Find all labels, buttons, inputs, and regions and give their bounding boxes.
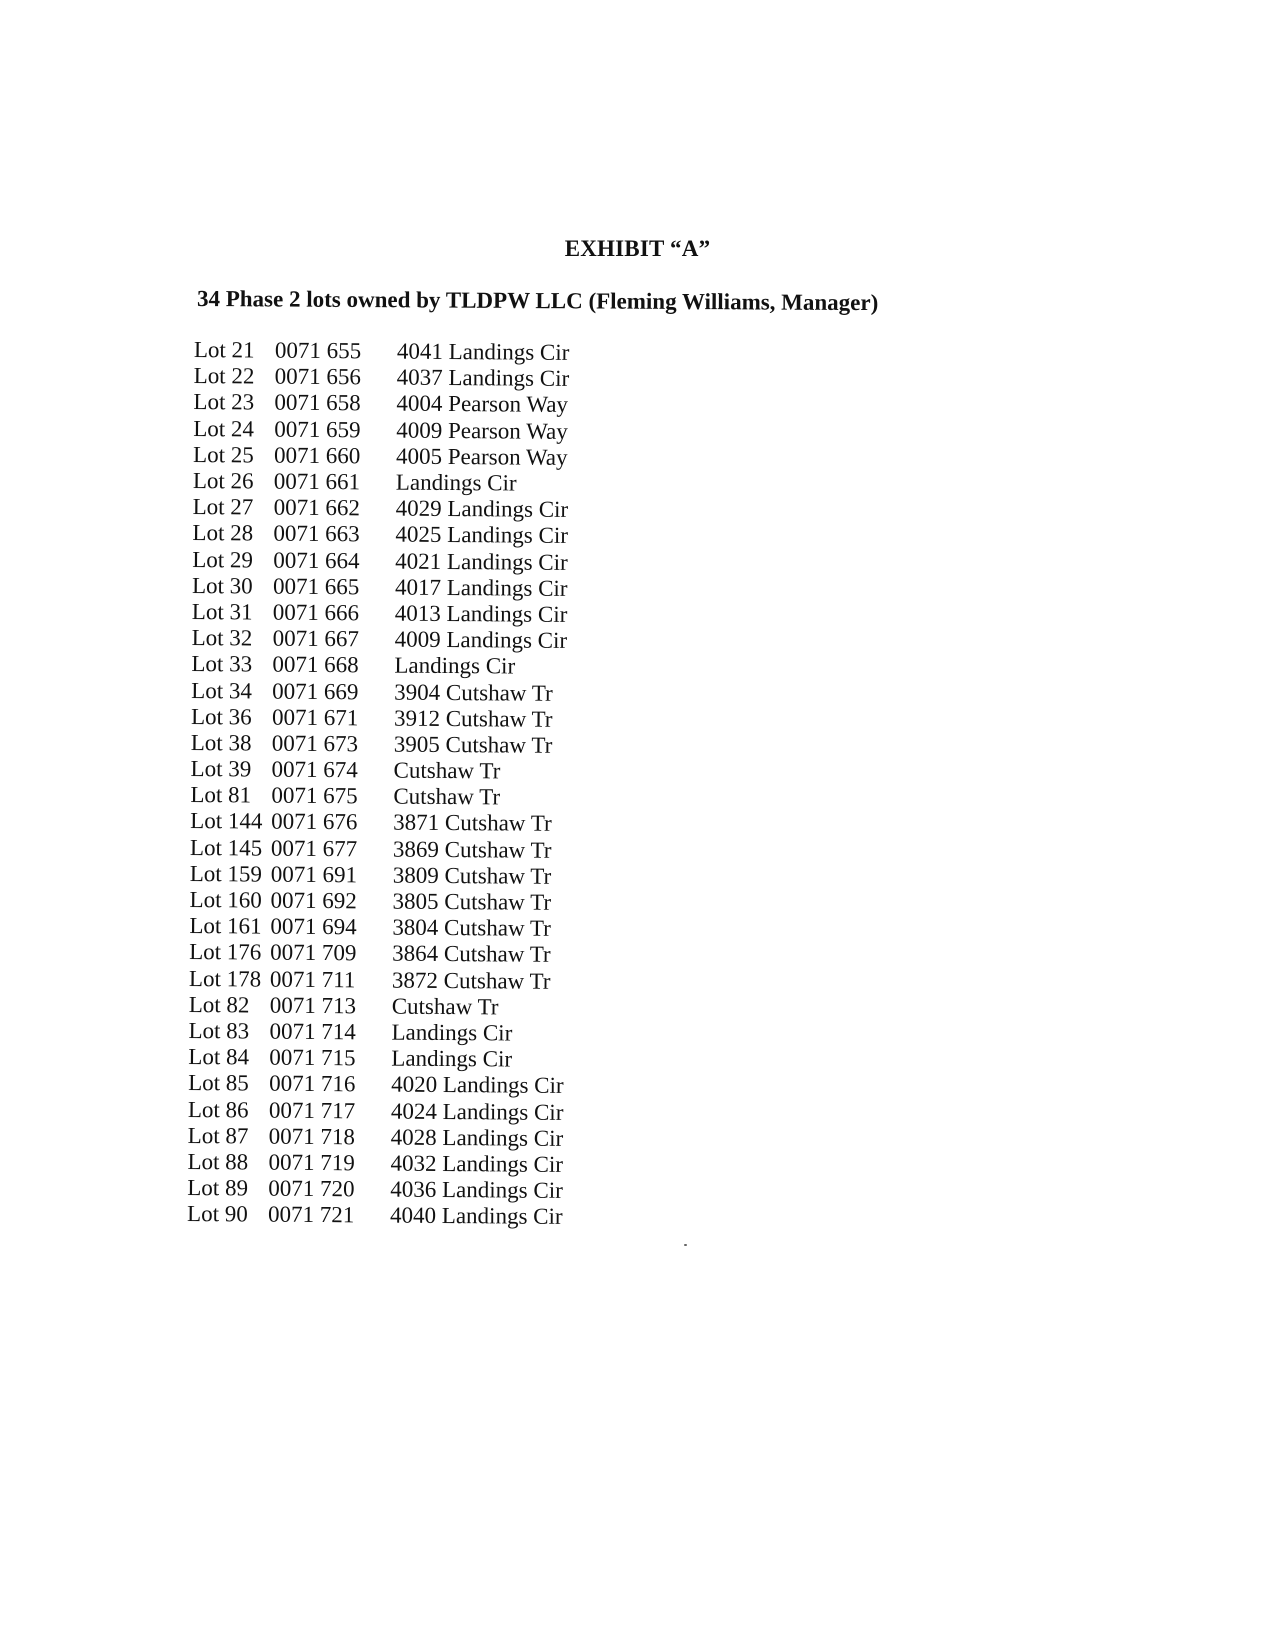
street-address: 4009 Pearson Way xyxy=(396,417,568,444)
lot-number: Lot 30 xyxy=(191,572,253,599)
parcel-number: 0071 667 xyxy=(272,625,359,652)
lot-number: Lot 28 xyxy=(192,520,254,546)
lot-row xyxy=(192,546,612,575)
parcel-number: 0071 658 xyxy=(274,390,361,416)
lot-row xyxy=(188,1070,608,1099)
lot-number: Lot 160 xyxy=(189,887,262,913)
lot-number: Lot 32 xyxy=(191,625,253,651)
lot-row xyxy=(193,468,613,497)
scan-speck xyxy=(684,1244,687,1246)
lot-row xyxy=(193,389,613,418)
lot-row xyxy=(188,1018,608,1047)
lot-number: Lot 83 xyxy=(188,1017,250,1044)
lot-number: Lot 29 xyxy=(192,546,254,573)
street-address: Cutshaw Tr xyxy=(393,783,501,810)
lot-number: Lot 25 xyxy=(192,441,254,468)
lot-number: Lot 88 xyxy=(187,1148,249,1175)
street-address: 3869 Cutshaw Tr xyxy=(392,836,552,863)
lot-row xyxy=(192,625,612,654)
lot-number: Lot 176 xyxy=(189,939,262,965)
parcel-number: 0071 711 xyxy=(269,966,356,992)
parcel-number: 0071 671 xyxy=(271,704,359,731)
street-address: 4024 Landings Cir xyxy=(390,1098,564,1125)
street-address: Cutshaw Tr xyxy=(391,993,499,1020)
parcel-number: 0071 694 xyxy=(270,913,357,940)
parcel-number: 0071 720 xyxy=(268,1175,355,1202)
lot-number: Lot 27 xyxy=(192,494,254,520)
lot-number: Lot 23 xyxy=(193,389,255,415)
lot-row xyxy=(193,494,613,523)
lot-row xyxy=(193,442,613,471)
lot-number: Lot 22 xyxy=(193,363,255,389)
lot-number: Lot 21 xyxy=(193,337,255,363)
lot-row xyxy=(188,1123,608,1152)
parcel-number: 0071 675 xyxy=(271,782,358,809)
lot-number: Lot 81 xyxy=(190,782,252,808)
parcel-number: 0071 669 xyxy=(272,678,359,704)
street-address: 4040 Landings Cir xyxy=(390,1202,563,1230)
lot-number: Lot 34 xyxy=(191,677,253,703)
street-address: Landings Cir xyxy=(391,1045,513,1072)
street-address: 3904 Cutshaw Tr xyxy=(394,679,553,706)
parcel-number: 0071 674 xyxy=(271,756,358,783)
parcel-number: 0071 691 xyxy=(270,861,358,888)
parcel-number: 0071 719 xyxy=(268,1149,355,1176)
lot-row xyxy=(189,887,609,916)
lot-number: Lot 89 xyxy=(187,1175,249,1201)
lot-number: Lot 90 xyxy=(187,1201,248,1227)
lot-row xyxy=(191,756,611,785)
parcel-number: 0071 717 xyxy=(268,1097,356,1123)
street-address: 4017 Landings Cir xyxy=(394,574,568,601)
street-address: 3805 Cutshaw Tr xyxy=(392,888,552,915)
exhibit-title: EXHIBIT “A” xyxy=(564,236,711,261)
street-address: 3912 Cutshaw Tr xyxy=(393,705,553,732)
lot-row xyxy=(191,730,611,759)
street-address: 4021 Landings Cir xyxy=(395,548,568,575)
street-address: 4036 Landings Cir xyxy=(390,1176,563,1204)
lot-row xyxy=(194,363,614,392)
parcel-number: 0071 714 xyxy=(269,1018,356,1045)
lot-row xyxy=(191,677,611,706)
parcel-number: 0071 662 xyxy=(273,494,361,521)
parcel-number: 0071 716 xyxy=(269,1070,356,1097)
lot-row xyxy=(190,782,610,811)
lot-row xyxy=(189,939,609,968)
parcel-number: 0071 656 xyxy=(274,363,362,390)
street-address: 4004 Pearson Way xyxy=(396,391,569,418)
lot-row xyxy=(190,835,610,864)
street-address: 3905 Cutshaw Tr xyxy=(393,731,553,758)
lot-row xyxy=(193,416,613,445)
parcel-number: 0071 664 xyxy=(273,547,360,573)
street-address: 4013 Landings Cir xyxy=(394,600,568,627)
lot-number: Lot 86 xyxy=(187,1096,249,1122)
parcel-number: 0071 677 xyxy=(270,835,358,861)
document-subtitle: 34 Phase 2 lots owned by TLDPW LLC (Fleming Williams, Manager) xyxy=(196,286,879,316)
street-address: 4029 Landings Cir xyxy=(395,495,569,523)
parcel-number: 0071 718 xyxy=(268,1123,356,1150)
parcel-number: 0071 660 xyxy=(273,442,361,469)
lot-number: Lot 159 xyxy=(189,860,263,887)
lot-row xyxy=(187,1149,607,1178)
lot-number: Lot 178 xyxy=(188,965,262,992)
lot-row xyxy=(191,651,611,680)
parcel-number: 0071 692 xyxy=(270,887,357,914)
lot-row xyxy=(191,704,611,733)
lot-row xyxy=(190,808,610,837)
lot-row xyxy=(189,992,609,1021)
lot-number: Lot 24 xyxy=(193,415,255,442)
street-address: 3804 Cutshaw Tr xyxy=(392,914,551,942)
street-address: Landings Cir xyxy=(391,1019,513,1046)
lot-number: Lot 31 xyxy=(191,598,253,625)
parcel-number: 0071 709 xyxy=(270,940,357,966)
lot-number: Lot 84 xyxy=(188,1044,250,1070)
parcel-number: 0071 661 xyxy=(273,468,361,495)
lot-number: Lot 85 xyxy=(188,1070,249,1096)
lot-number: Lot 39 xyxy=(190,756,252,782)
street-address: 4009 Landings Cir xyxy=(394,626,568,654)
street-address: 4005 Pearson Way xyxy=(395,443,568,470)
street-address: 3871 Cutshaw Tr xyxy=(393,810,552,837)
street-address: Landings Cir xyxy=(394,652,516,679)
lot-row xyxy=(188,1096,608,1125)
street-address: 4037 Landings Cir xyxy=(396,364,570,392)
parcel-number: 0071 655 xyxy=(274,337,362,364)
parcel-number: 0071 665 xyxy=(272,573,360,600)
lot-row xyxy=(187,1201,607,1230)
parcel-number: 0071 713 xyxy=(269,992,357,1019)
street-address: Cutshaw Tr xyxy=(393,757,501,784)
lots-table xyxy=(187,337,614,1231)
lot-row xyxy=(190,861,610,890)
street-address: 4032 Landings Cir xyxy=(390,1150,564,1177)
lot-number: Lot 145 xyxy=(189,834,263,861)
lot-number: Lot 87 xyxy=(187,1122,249,1149)
lot-row xyxy=(192,573,612,602)
street-address: 4041 Landings Cir xyxy=(396,338,570,366)
parcel-number: 0071 721 xyxy=(268,1201,355,1228)
parcel-number: 0071 668 xyxy=(272,651,359,678)
parcel-number: 0071 666 xyxy=(272,599,360,626)
parcel-number: 0071 673 xyxy=(271,730,359,757)
lot-row xyxy=(188,1044,608,1073)
lot-number: Lot 144 xyxy=(190,808,263,835)
street-address: Landings Cir xyxy=(395,469,517,496)
street-address: 4020 Landings Cir xyxy=(391,1071,564,1099)
lot-number: Lot 36 xyxy=(190,703,252,730)
street-address: 4028 Landings Cir xyxy=(390,1124,564,1151)
street-address: 3809 Cutshaw Tr xyxy=(392,862,552,889)
parcel-number: 0071 659 xyxy=(274,416,361,442)
lot-number: Lot 26 xyxy=(192,468,254,494)
lot-number: Lot 161 xyxy=(189,913,262,939)
parcel-number: 0071 715 xyxy=(269,1044,356,1071)
lot-number: Lot 82 xyxy=(188,991,250,1018)
street-address: 3872 Cutshaw Tr xyxy=(391,967,551,994)
street-address: 3864 Cutshaw Tr xyxy=(392,940,551,968)
parcel-number: 0071 663 xyxy=(273,521,360,547)
lot-number: Lot 33 xyxy=(191,651,253,677)
lot-number: Lot 38 xyxy=(190,729,252,756)
lot-row xyxy=(194,337,614,366)
lot-row xyxy=(189,913,609,942)
lot-row xyxy=(192,599,612,628)
lot-row xyxy=(189,965,609,994)
street-address: 4025 Landings Cir xyxy=(395,521,569,549)
parcel-number: 0071 676 xyxy=(271,809,358,835)
lot-row xyxy=(187,1175,607,1204)
lot-row xyxy=(192,520,612,549)
